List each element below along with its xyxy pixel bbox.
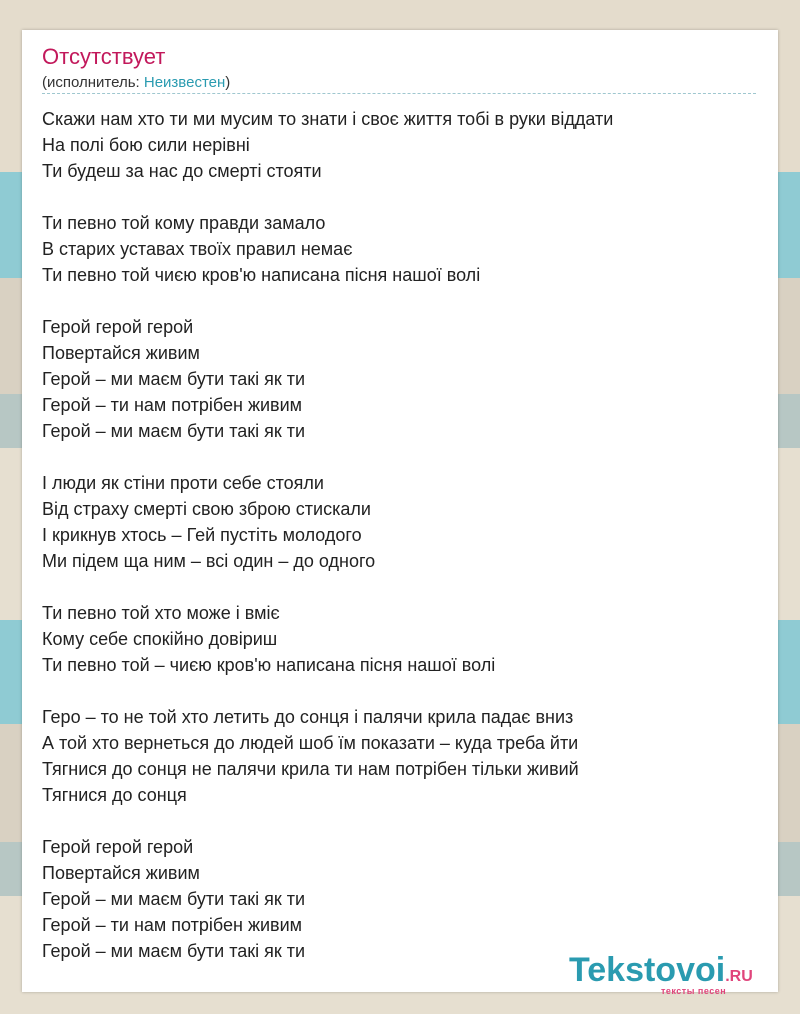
lyrics-line: Ти певно той кому правди замало [42, 213, 326, 233]
lyrics-line: Герой герой герой [42, 317, 194, 337]
lyrics-stanza [42, 834, 762, 964]
logo-tagline: тексты песен [661, 986, 727, 996]
lyrics-line: На полі бою сили нерівні [42, 135, 250, 155]
lyrics-stanza [42, 210, 762, 288]
lyrics-line: Герой – ми маєм бути такі як ти [42, 941, 306, 961]
logo-tld: .RU [725, 968, 753, 985]
lyrics-line: Герой – ми маєм бути такі як ти [42, 369, 306, 389]
lyrics-line: Скажи нам хто ти ми мусим то знати і своє життя тобі в руки віддати [42, 109, 614, 129]
lyrics-stanza [42, 314, 762, 444]
lyrics-line: А той хто вернеться до людей шоб їм показати – куда треба йти [42, 733, 579, 753]
lyrics-line: Тягнися до сонця не палячи крила ти нам потрібен тільки живий [42, 759, 579, 779]
lyrics-stanza [42, 600, 762, 678]
lyrics-line: Герой герой герой [42, 837, 194, 857]
lyrics-line: Повертайся живим [42, 863, 200, 883]
lyrics-line: Тягнися до сонця [42, 785, 187, 805]
lyrics-line: Ти певно той – чиєю кров'ю написана пісня нашої волі [42, 655, 496, 675]
title-divider [42, 93, 756, 94]
lyrics-line: Ми підем ща ним – всі один – до одного [42, 551, 376, 571]
lyrics-line: Ти певно той хто може і вміє [42, 603, 280, 623]
lyrics-line: Герой – ми маєм бути такі як ти [42, 421, 306, 441]
lyrics-line: Герой – ми маєм бути такі як ти [42, 889, 306, 909]
artist-prefix: (исполнитель: [42, 74, 144, 91]
lyrics-card [22, 30, 778, 996]
lyrics-line: Повертайся живим [42, 343, 200, 363]
lyrics-line: Герой – ти нам потрібен живим [42, 915, 303, 935]
lyrics-stanza [42, 106, 762, 184]
artist-link[interactable]: Неизвестен [143, 74, 226, 91]
lyrics-line: Герой – ти нам потрібен живим [42, 395, 303, 415]
lyrics-line: І люди як стіни проти себе стояли [42, 473, 324, 493]
lyrics-line: Ти певно той чиєю кров'ю написана пісня нашої волі [42, 265, 481, 285]
lyrics-stanza [42, 704, 762, 808]
logo-main-text: Tekstovoi [569, 951, 726, 989]
lyrics-line: Кому себе спокійно довіриш [42, 629, 278, 649]
site-logo[interactable] [569, 952, 779, 996]
song-title: Отсутствует [42, 44, 166, 69]
lyrics-line: В старих уставах твоїх правил немає [42, 239, 353, 259]
lyrics-line: Ти будеш за нас до смерті стояти [42, 161, 322, 181]
lyrics-line: Геро – то не той хто летить до сонця і палячи крила падає вниз [42, 707, 574, 727]
artist-line [42, 74, 230, 91]
lyrics-line: І крикнув хтось – Гей пустіть молодого [42, 525, 362, 545]
artist-suffix: ) [225, 74, 231, 91]
lyrics-text [42, 106, 762, 964]
lyrics-stanza [42, 470, 762, 574]
lyrics-line: Від страху смерті свою зброю стискали [42, 499, 371, 519]
